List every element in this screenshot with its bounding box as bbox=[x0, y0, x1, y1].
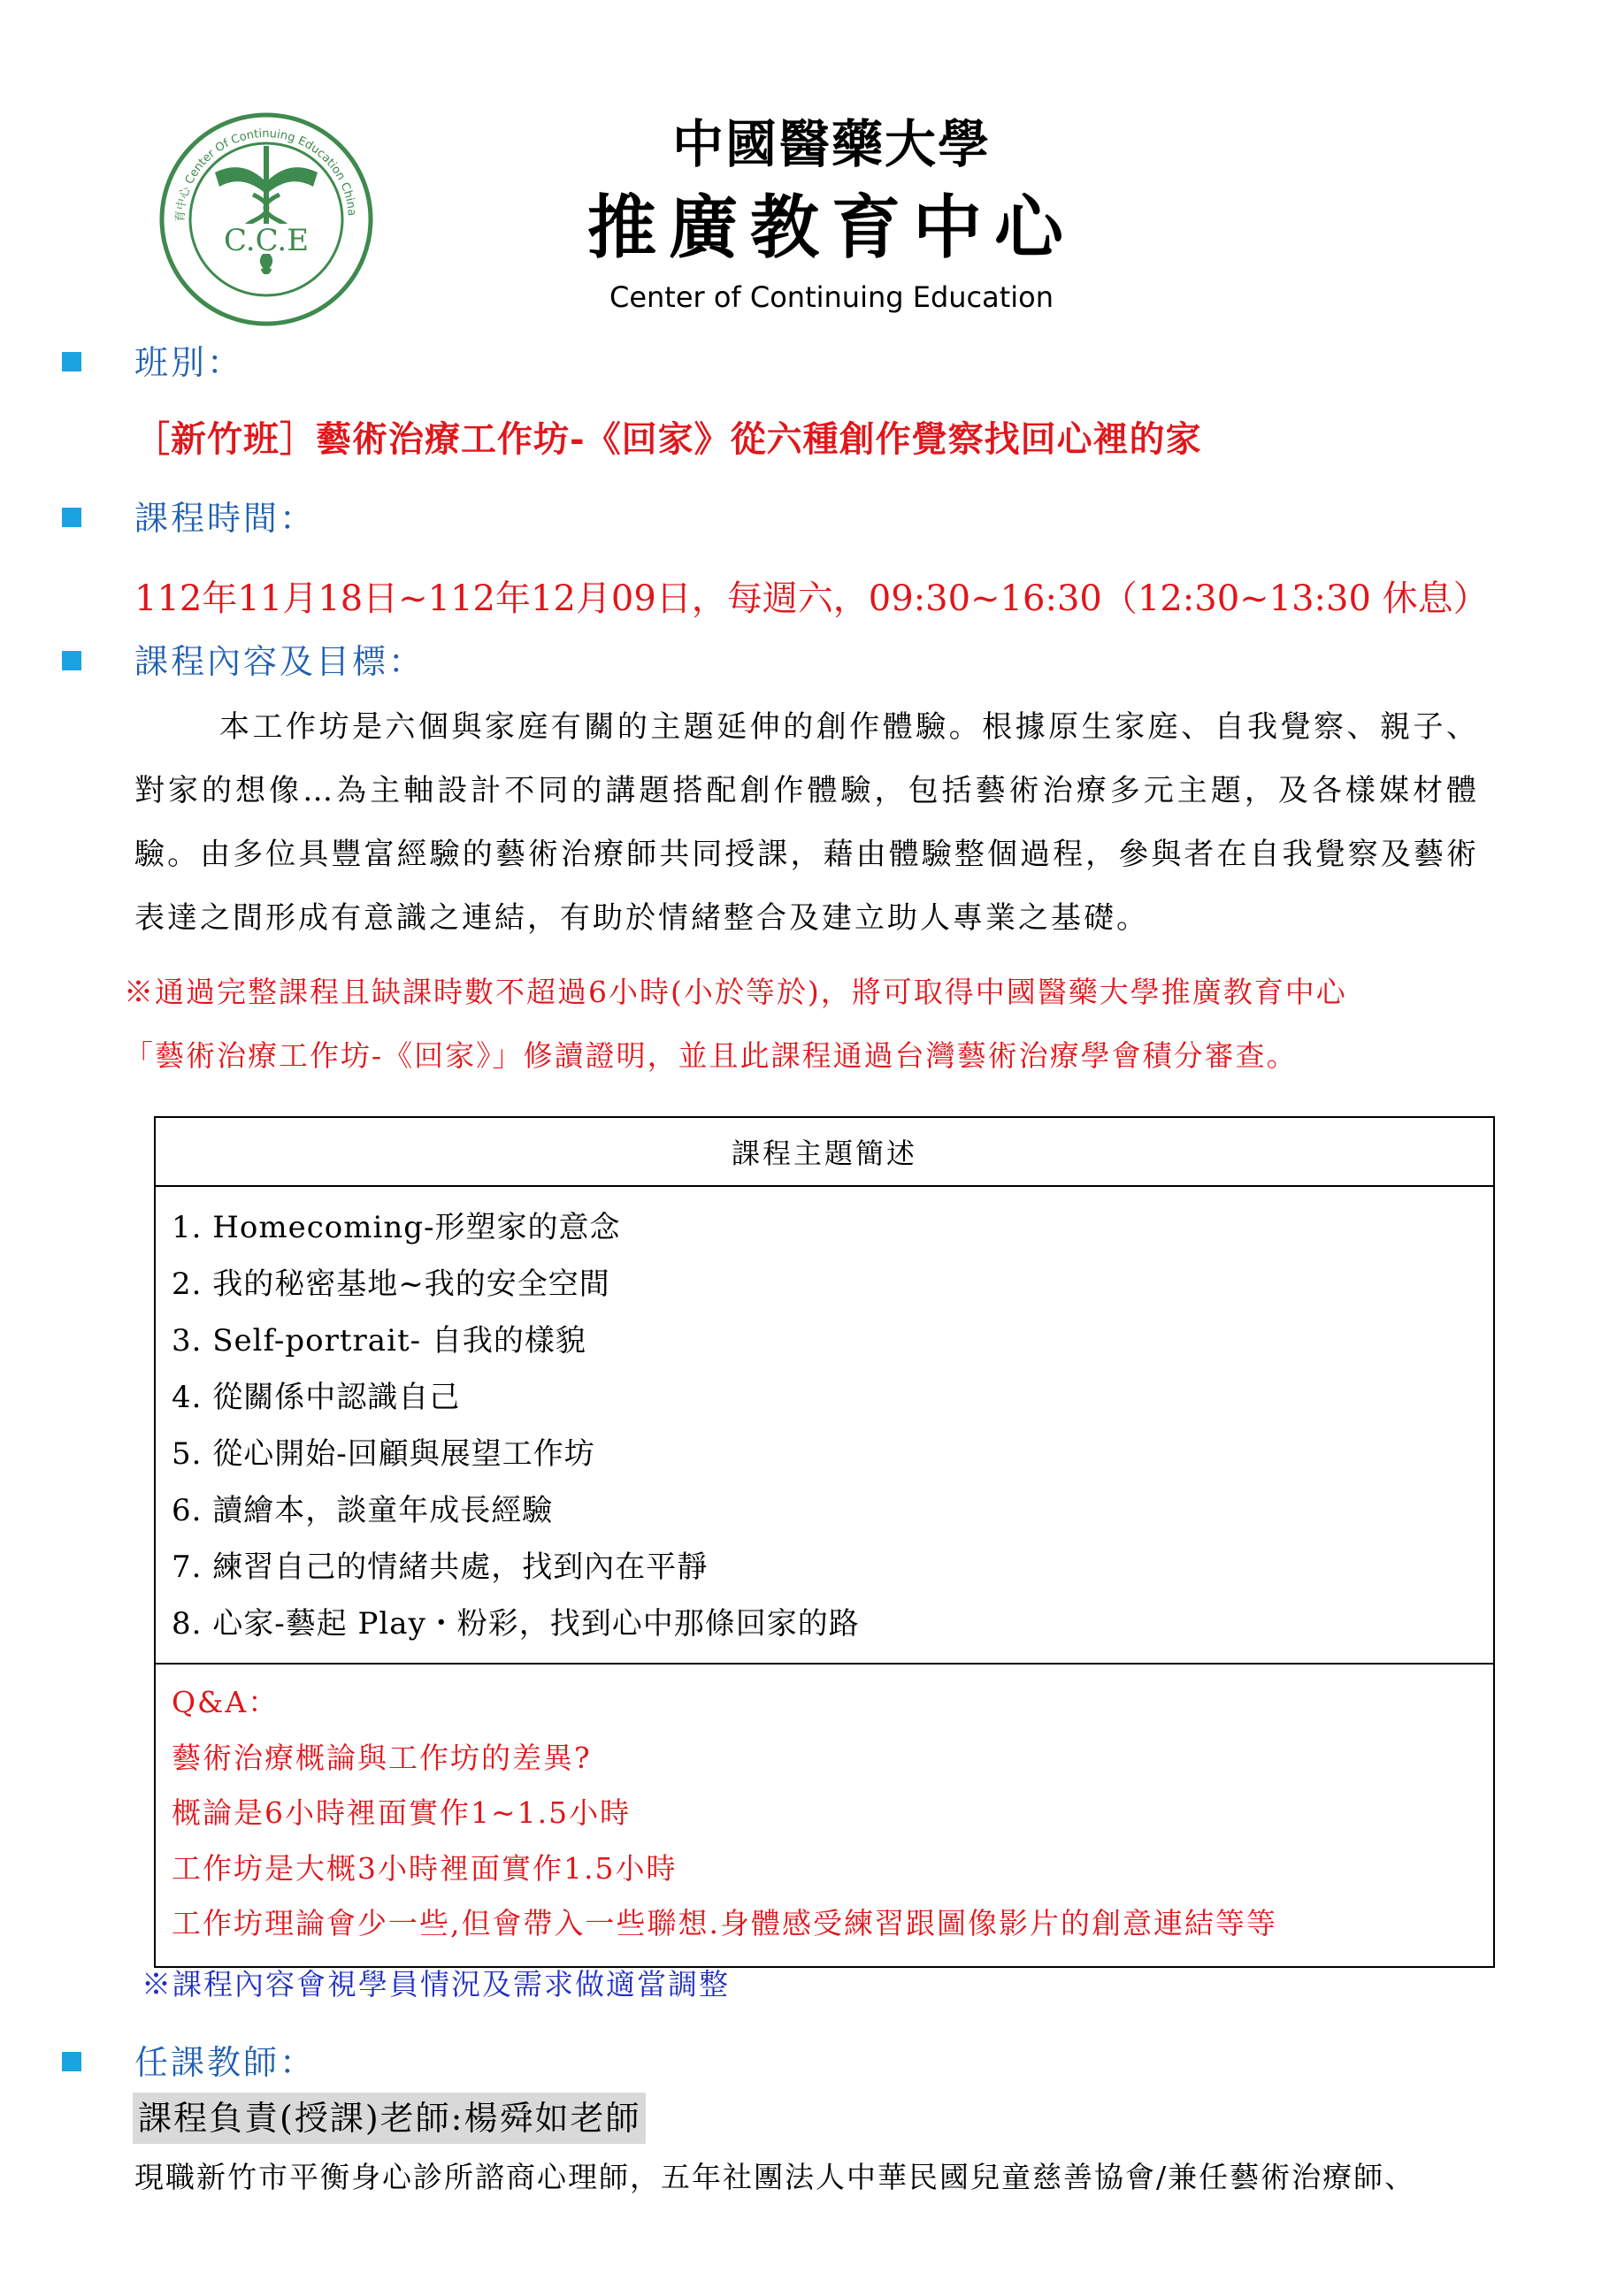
cce-logo bbox=[157, 111, 375, 328]
certificate-note-line: ※通過完整課程且缺課時數不超過6小時(小於等於)，將可取得中國醫藥大學推廣教育中心 bbox=[124, 975, 1347, 1009]
time-value: 112年11月18日~112年12月09日，每週六，09:30~16:30（12:30~13:30 休息） bbox=[134, 578, 1489, 619]
center-name: 推廣教育中心 bbox=[586, 188, 1076, 268]
time-label: 課程時間： bbox=[134, 499, 317, 538]
list-item: 6. 讀繪本，談童年成長經驗 bbox=[172, 1493, 554, 1528]
topics-table bbox=[154, 1116, 1495, 1968]
qa-line: 工作坊理論會少一些,但會帶入一些聯想.身體感受練習跟圖像影片的創意連結等等 bbox=[172, 1906, 1277, 1940]
logo-ring-text: 育中心 Center Of Continuing Education China bbox=[173, 126, 358, 223]
list-item: 2. 我的秘密基地~我的安全空間 bbox=[172, 1267, 610, 1302]
qa-section bbox=[156, 1665, 1493, 1966]
qa-line: 藝術治療概論與工作坊的差異? bbox=[172, 1740, 592, 1775]
content-paragraph: 本工作坊是六個與家庭有關的主題延伸的創作體驗。根據原生家庭、自我覺察、親子、對家的想像…為主軸設計不同的講題搭配創作體驗，包括藝術治療多元主題，及各樣媒材體驗。由多位具豐富經驗的藝術治療師共同授課，藉由體驗整個過程，參與者在自我覺察及藝術表達之間形成有意識之連結，有助於情緒整合及建立助人專業之基礎。 bbox=[134, 709, 1479, 936]
content-label: 課程內容及目標： bbox=[134, 642, 425, 681]
list-item: 1. Homecoming-形塑家的意念 bbox=[172, 1210, 621, 1245]
logo-cce: C.C.E bbox=[223, 223, 310, 258]
bullet-icon bbox=[62, 508, 81, 527]
list-item: 7. 練習自己的情緒共處，找到內在平靜 bbox=[172, 1550, 709, 1585]
adjustment-note: ※課程內容會視學員情況及需求做適當調整 bbox=[142, 1967, 730, 2001]
list-item: 8. 心家-藝起 Play・粉彩，找到心中那條回家的路 bbox=[172, 1606, 860, 1642]
bullet-icon bbox=[62, 2052, 81, 2071]
topic-list bbox=[156, 1187, 1493, 1665]
bullet-icon bbox=[62, 352, 81, 371]
teacher-description: 現職新竹市平衡身心診所諮商心理師，五年社團法人中華民國兒童慈善協會/兼任藝術治療師、 bbox=[134, 2160, 1416, 2194]
table-header: 課程主題簡述 bbox=[156, 1118, 1493, 1187]
teacher-label: 任課教師： bbox=[134, 2043, 317, 2082]
class-name: ［新竹班］藝術治療工作坊-《回家》從六種創作覺察找回心裡的家 bbox=[134, 418, 1202, 460]
list-item: 3. Self-portrait- 自我的樣貌 bbox=[172, 1323, 586, 1358]
center-english-name: Center of Continuing Education bbox=[609, 280, 1054, 314]
teacher-name: 課程負責(授課)老師:楊舜如老師 bbox=[133, 2093, 646, 2144]
qa-line: Q&A： bbox=[172, 1685, 280, 1719]
qa-line: 概論是6小時裡面實作1~1.5小時 bbox=[172, 1795, 632, 1830]
qa-line: 工作坊是大概3小時裡面實作1.5小時 bbox=[172, 1850, 678, 1886]
certificate-note-line: 「藝術治療工作坊-《回家》」修讀證明，並且此課程通過台灣藝術治療學會積分審查。 bbox=[124, 1038, 1298, 1073]
university-name: 中國醫藥大學 bbox=[671, 114, 991, 174]
class-label: 班別： bbox=[134, 343, 244, 382]
list-item: 5. 從心開始-回顧與展望工作坊 bbox=[172, 1436, 595, 1472]
bullet-icon bbox=[62, 651, 81, 670]
list-item: 4. 從關係中認識自己 bbox=[172, 1380, 461, 1415]
certificate-note bbox=[124, 960, 1504, 1088]
